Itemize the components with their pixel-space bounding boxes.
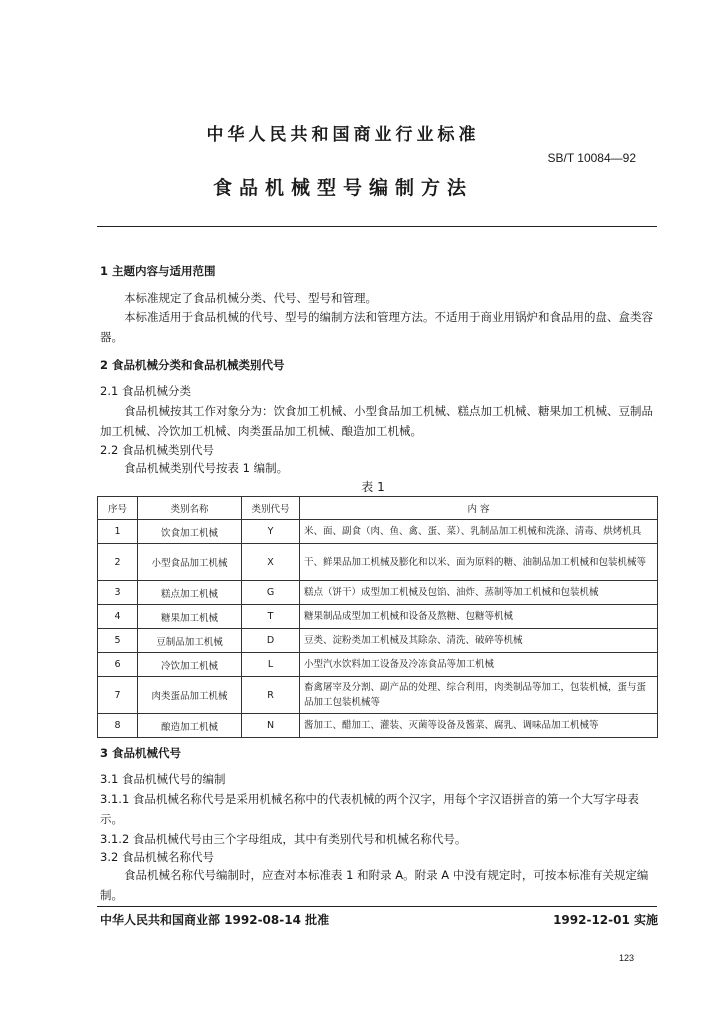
section-2-2-heading: 2.2 食品机械类别代号 — [100, 443, 214, 457]
row-category-name: 糕点加工机械 — [138, 581, 242, 605]
standard-number: SB/T 10084—92 — [547, 151, 636, 165]
row-category-code: L — [242, 653, 300, 677]
effective-date: 1992-12-01 实施 — [553, 913, 658, 927]
row-serial: 7 — [98, 677, 138, 714]
row-category-code: N — [242, 714, 300, 738]
table-row — [98, 581, 658, 605]
row-serial: 3 — [98, 581, 138, 605]
section-2-heading: 2 食品机械分类和食品机械类别代号 — [100, 358, 285, 372]
table-row — [98, 605, 658, 629]
row-content: 小型汽水饮料加工设备及冷冻食品等加工机械 — [300, 653, 658, 677]
table-header-row — [98, 497, 658, 520]
header-category-name: 类别名称 — [138, 497, 242, 520]
row-content: 畜禽屠宰及分割、副产品的处理、综合利用，肉类制品等加工，包装机械，蛋与蛋品加工包装机械等 — [300, 677, 658, 714]
row-content: 糖果制品成型加工机械和设备及熬糖、包糖等机械 — [300, 605, 658, 629]
section-3-heading: 3 食品机械代号 — [100, 746, 182, 760]
row-category-name: 肉类蛋品加工机械 — [138, 677, 242, 714]
header-category-code: 类别代号 — [242, 497, 300, 520]
row-category-code: X — [242, 544, 300, 581]
table-row — [98, 677, 658, 714]
header-content: 内 容 — [300, 497, 658, 520]
section-2-2-paragraph: 食品机械类别代号按表 1 编制。 — [124, 461, 289, 475]
row-serial: 2 — [98, 544, 138, 581]
row-content: 酱加工、醋加工、灌装、灭菌等设备及酱菜、腐乳、调味品加工机械等 — [300, 714, 658, 738]
row-content: 糕点（饼干）成型加工机械及包馅、油炸、蒸制等加工机械和包装机械 — [300, 581, 658, 605]
section-1-heading: 1 主题内容与适用范围 — [100, 264, 216, 278]
title-divider — [97, 226, 657, 227]
table-row — [98, 714, 658, 738]
section-3-1-heading: 3.1 食品机械代号的编制 — [100, 772, 226, 786]
row-category-name: 冷饮加工机械 — [138, 653, 242, 677]
table-row — [98, 544, 658, 581]
document-title: 食品机械型号编制方法 — [212, 177, 473, 199]
row-category-code: T — [242, 605, 300, 629]
section-2-1-paragraph: 食品机械按其工作对象分为：饮食加工机械、小型食品加工机械、糕点加工机械、糖果加工机械、豆制品加工机械、冷饮加工机械、肉类蛋品加工机械、酿造加工机械。 — [100, 404, 653, 438]
row-category-name: 小型食品加工机械 — [138, 544, 242, 581]
section-1-paragraph-2: 本标准适用于食品机械的代号、型号的编制方法和管理方法。不适用于商业用锅炉和食品用的盘、盒类容器。 — [100, 310, 653, 344]
page-number: 123 — [618, 953, 634, 963]
row-content: 干、鲜果品加工机械及膨化和以米、面为原料的糖、油制品加工机械和包装机械等 — [300, 544, 658, 581]
row-content: 豆类、淀粉类加工机械及其除杂、清洗、破碎等机械 — [300, 629, 658, 653]
row-serial: 6 — [98, 653, 138, 677]
issuer-heading: 中华人民共和国商业行业标准 — [206, 125, 480, 145]
section-3-1-1-paragraph: 3.1.1 食品机械名称代号是采用机械名称中的代表机械的两个汉字，用每个字汉语拼音的第一个大写字母表示。 — [100, 792, 639, 826]
category-code-table — [97, 496, 658, 738]
row-serial: 4 — [98, 605, 138, 629]
row-serial: 8 — [98, 714, 138, 738]
row-category-name: 酿造加工机械 — [138, 714, 242, 738]
row-category-name: 豆制品加工机械 — [138, 629, 242, 653]
table-row — [98, 653, 658, 677]
row-content: 米、面、副食（肉、鱼、禽、蛋、菜）、乳制品加工机械和洗涤、清毒、烘烤机具 — [300, 520, 658, 544]
table-row — [98, 629, 658, 653]
row-category-code: D — [242, 629, 300, 653]
section-3-2-paragraph: 食品机械名称代号编制时，应查对本标准表 1 和附录 A。附录 A 中没有规定时，可按本标准有关规定编制。 — [100, 868, 649, 902]
table-row — [98, 520, 658, 544]
row-category-code: R — [242, 677, 300, 714]
section-1-paragraph-1: 本标准规定了食品机械分类、代号、型号和管理。 — [124, 291, 377, 305]
row-category-name: 饮食加工机械 — [138, 520, 242, 544]
section-3-2-heading: 3.2 食品机械名称代号 — [100, 850, 214, 864]
footer-divider — [97, 906, 657, 907]
table-caption: 表 1 — [361, 480, 385, 494]
section-3-1-2-paragraph: 3.1.2 食品机械代号由三个字母组成，其中有类别代号和机械名称代号。 — [100, 832, 467, 846]
header-serial: 序号 — [98, 497, 138, 520]
row-category-code: G — [242, 581, 300, 605]
section-2-1-heading: 2.1 食品机械分类 — [100, 384, 191, 398]
approval-line: 中华人民共和国商业部 1992-08-14 批准 — [100, 913, 330, 927]
row-serial: 5 — [98, 629, 138, 653]
row-category-name: 糖果加工机械 — [138, 605, 242, 629]
row-category-code: Y — [242, 520, 300, 544]
row-serial: 1 — [98, 520, 138, 544]
